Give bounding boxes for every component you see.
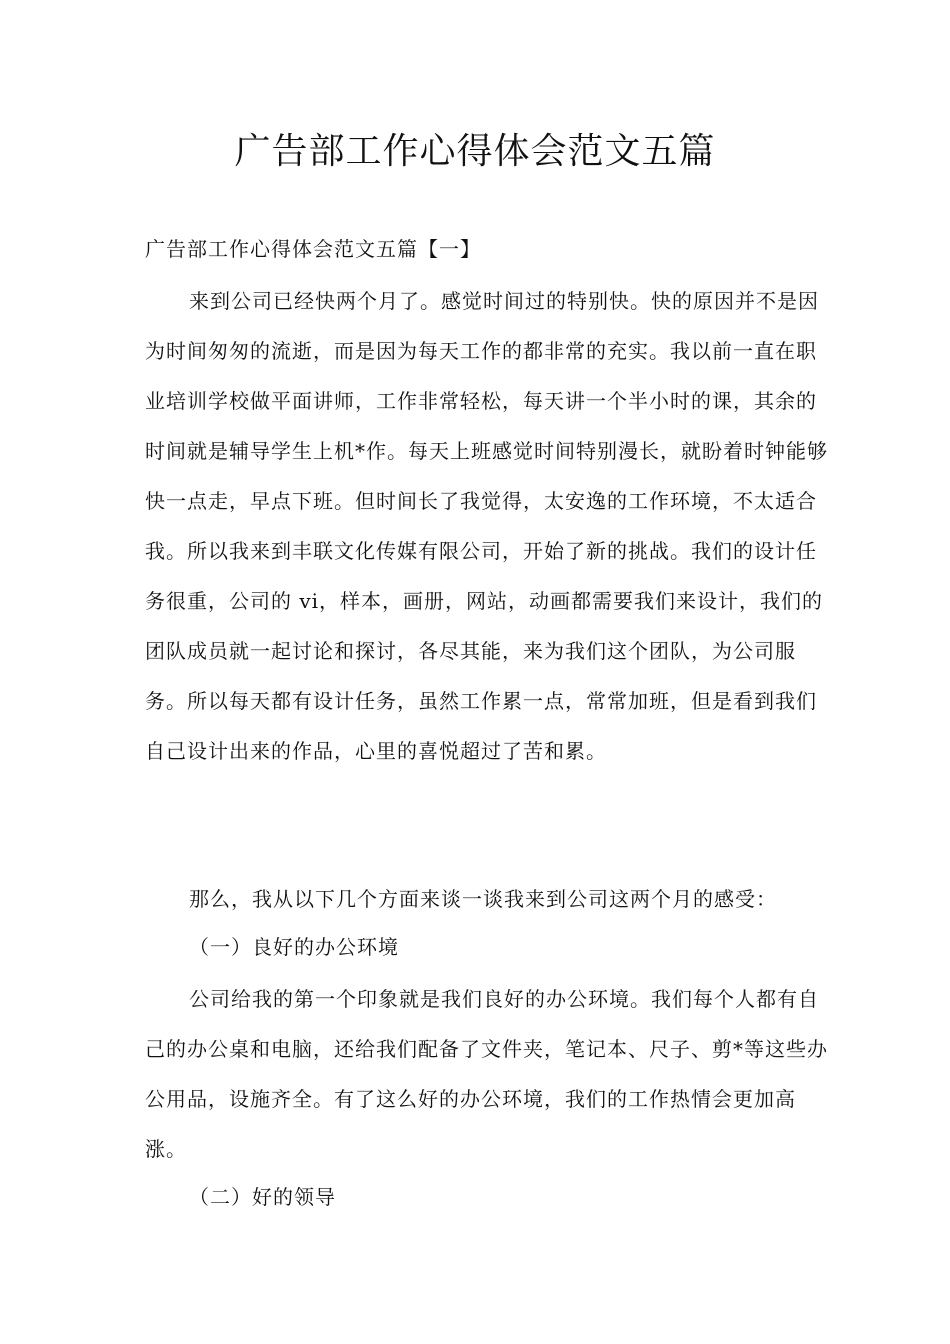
body-paragraph-1: 来到公司已经快两个月了。感觉时间过的特别快。快的原因并不是因为时间匆匆的流逝，而是因为每天工作的都非常的充实。我以前一直在职业培训学校做平面讲师，工作非常轻松，每天讲一个半小时的课，其余的时间就是辅导学生上机*作。每天上班感觉时间特别漫长，就盼着时钟能够快一点走，早点下班。但时间长了我觉得，太安逸的工作环境，不太适合我。所以我来到丰联文化传媒有限公司，开始了新的挑战。我们的设计任务很重，公司的 vi，样本，画册，网站，动画都需要我们来设计，我们的团队成员就一起讨论和探讨，各尽其能，来为我们这个团队，为公司服务。所以每天都有设计任务，虽然工作累一点，常常加班，但是看到我们自己设计出来的作品，心里的喜悦超过了苦和累。 bbox=[145, 289, 828, 763]
body-paragraph-2: 那么，我从以下几个方面来谈一谈我来到公司这两个月的感受： bbox=[189, 887, 777, 911]
section-heading-1: （一）良好的办公环境 bbox=[189, 935, 399, 959]
section-subtitle: 广告部工作心得体会范文五篇【一】 bbox=[145, 237, 481, 261]
body-paragraph-3: 公司给我的第一个印象就是我们良好的办公环境。我们每个人都有自己的办公桌和电脑，还给我们配备了文件夹，笔记本、尺子、剪*等这些办公用品，设施齐全。有了这么好的办公环境，我们的工作热情会更加高涨。 bbox=[145, 987, 828, 1161]
document-title: 广告部工作心得体会范文五篇 bbox=[234, 131, 716, 172]
section-heading-2: （二）好的领导 bbox=[189, 1185, 336, 1209]
